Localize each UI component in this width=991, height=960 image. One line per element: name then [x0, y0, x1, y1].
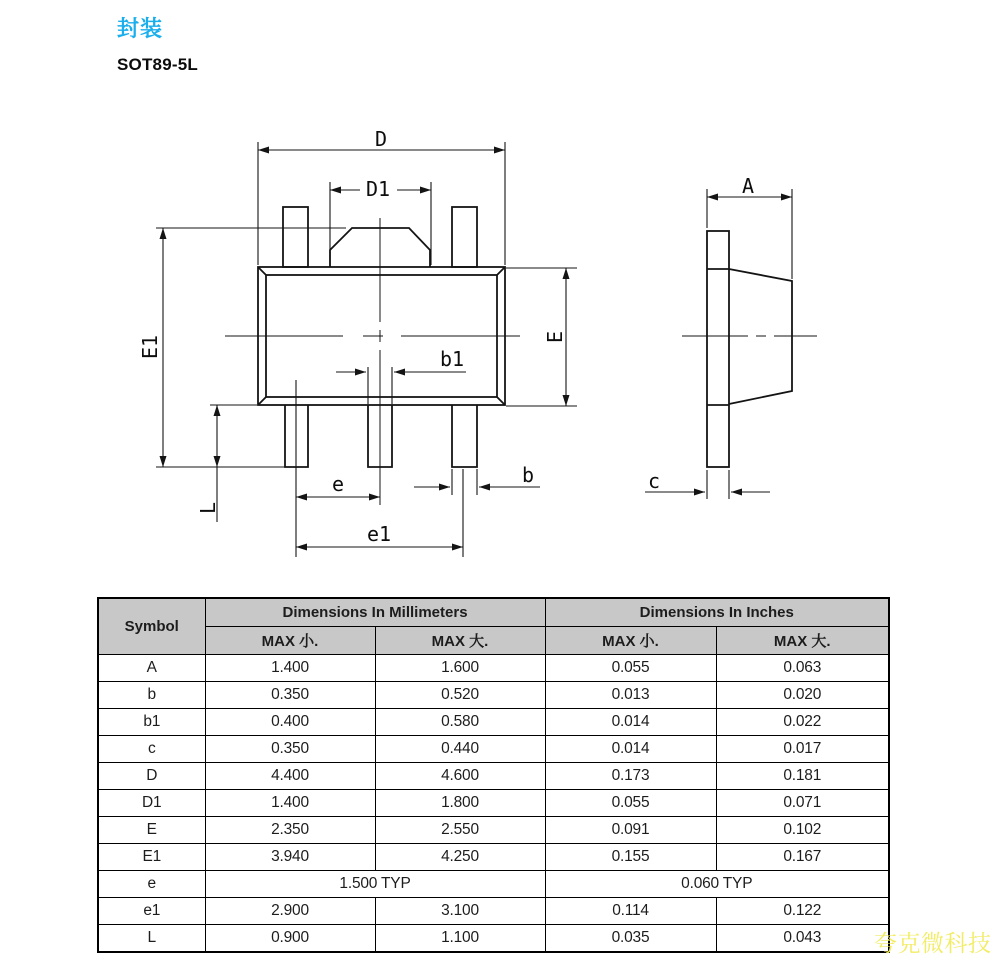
value-cell: 0.580 [375, 709, 545, 736]
mm-group-header: Dimensions In Millimeters [205, 598, 545, 627]
table-row [98, 871, 889, 898]
value-cell: 0.014 [545, 736, 716, 763]
value-cell: 1.600 [375, 655, 545, 682]
value-cell: 0.155 [545, 844, 716, 871]
dim-label-L: L [196, 501, 220, 515]
table-row [98, 763, 889, 790]
value-cell: 2.900 [205, 898, 375, 925]
symbol-cell: b [98, 682, 205, 709]
value-cell: 0.035 [545, 925, 716, 953]
value-cell: 0.014 [545, 709, 716, 736]
table-row [98, 925, 889, 953]
table-row [98, 790, 889, 817]
value-cell: 4.250 [375, 844, 545, 871]
symbol-cell: A [98, 655, 205, 682]
value-cell: 0.350 [205, 682, 375, 709]
table-row [98, 736, 889, 763]
symbol-column-header: Symbol [98, 598, 205, 655]
inch-min-header: MAX 小. [545, 627, 716, 655]
symbol-cell: c [98, 736, 205, 763]
table-row [98, 844, 889, 871]
value-cell: 1.400 [205, 655, 375, 682]
value-cell: 0.022 [716, 709, 889, 736]
symbol-cell: b1 [98, 709, 205, 736]
dimension-lines [156, 142, 792, 557]
value-cell: 0.181 [716, 763, 889, 790]
value-cell: 0.013 [545, 682, 716, 709]
value-cell: 3.100 [375, 898, 545, 925]
value-cell: 0.063 [716, 655, 889, 682]
mm-min-header: MAX 小. [205, 627, 375, 655]
dim-label-A: A [741, 174, 755, 198]
dim-label-E1: E1 [138, 334, 162, 360]
value-cell: 1.400 [205, 790, 375, 817]
value-cell: 0.055 [545, 790, 716, 817]
value-cell: 0.520 [375, 682, 545, 709]
symbol-cell: D1 [98, 790, 205, 817]
symbol-cell: E1 [98, 844, 205, 871]
symbol-cell: L [98, 925, 205, 953]
value-cell: 1.500 TYP [205, 871, 545, 898]
value-cell: 2.550 [375, 817, 545, 844]
inch-group-header: Dimensions In Inches [545, 598, 889, 627]
header-minmax-row [98, 627, 889, 655]
value-cell: 0.114 [545, 898, 716, 925]
table-row [98, 709, 889, 736]
package-name: SOT89-5L [117, 55, 198, 74]
dim-label-c: c [647, 469, 661, 493]
symbol-cell: e [98, 871, 205, 898]
value-cell: 0.060 TYP [545, 871, 889, 898]
value-cell: 0.102 [716, 817, 889, 844]
inch-max-header: MAX 大. [716, 627, 889, 655]
value-cell: 0.091 [545, 817, 716, 844]
header-group-row [98, 598, 889, 627]
value-cell: 1.800 [375, 790, 545, 817]
value-cell: 0.017 [716, 736, 889, 763]
side-view-body [707, 231, 792, 467]
table-row [98, 655, 889, 682]
page-title: 封装 [117, 16, 164, 41]
table-row [98, 817, 889, 844]
value-cell: 0.900 [205, 925, 375, 953]
value-cell: 0.055 [545, 655, 716, 682]
dimensions-table [97, 597, 890, 953]
symbol-cell: D [98, 763, 205, 790]
dim-label-b: b [521, 463, 535, 487]
value-cell: 2.350 [205, 817, 375, 844]
symbol-cell: e1 [98, 898, 205, 925]
value-cell: 3.940 [205, 844, 375, 871]
table-row [98, 682, 889, 709]
dim-label-D1: D1 [365, 177, 391, 201]
value-cell: 4.600 [375, 763, 545, 790]
value-cell: 0.043 [716, 925, 889, 953]
front-view-body [258, 207, 505, 467]
table-row [98, 898, 889, 925]
dim-label-e1: e1 [366, 522, 392, 546]
value-cell: 0.071 [716, 790, 889, 817]
value-cell: 0.400 [205, 709, 375, 736]
value-cell: 4.400 [205, 763, 375, 790]
value-cell: 0.173 [545, 763, 716, 790]
dim-label-e: e [331, 472, 345, 496]
dimensions-table-header [98, 598, 889, 655]
value-cell: 0.020 [716, 682, 889, 709]
watermark: 夸克微科技 [874, 930, 991, 956]
value-cell: 0.350 [205, 736, 375, 763]
dim-label-D: D [374, 127, 388, 151]
value-cell: 0.167 [716, 844, 889, 871]
value-cell: 0.122 [716, 898, 889, 925]
dimension-table-body [98, 655, 889, 953]
value-cell: 1.100 [375, 925, 545, 953]
dim-label-b1: b1 [439, 347, 465, 371]
symbol-cell: E [98, 817, 205, 844]
mm-max-header: MAX 大. [375, 627, 545, 655]
value-cell: 0.440 [375, 736, 545, 763]
dim-label-E: E [543, 330, 567, 344]
